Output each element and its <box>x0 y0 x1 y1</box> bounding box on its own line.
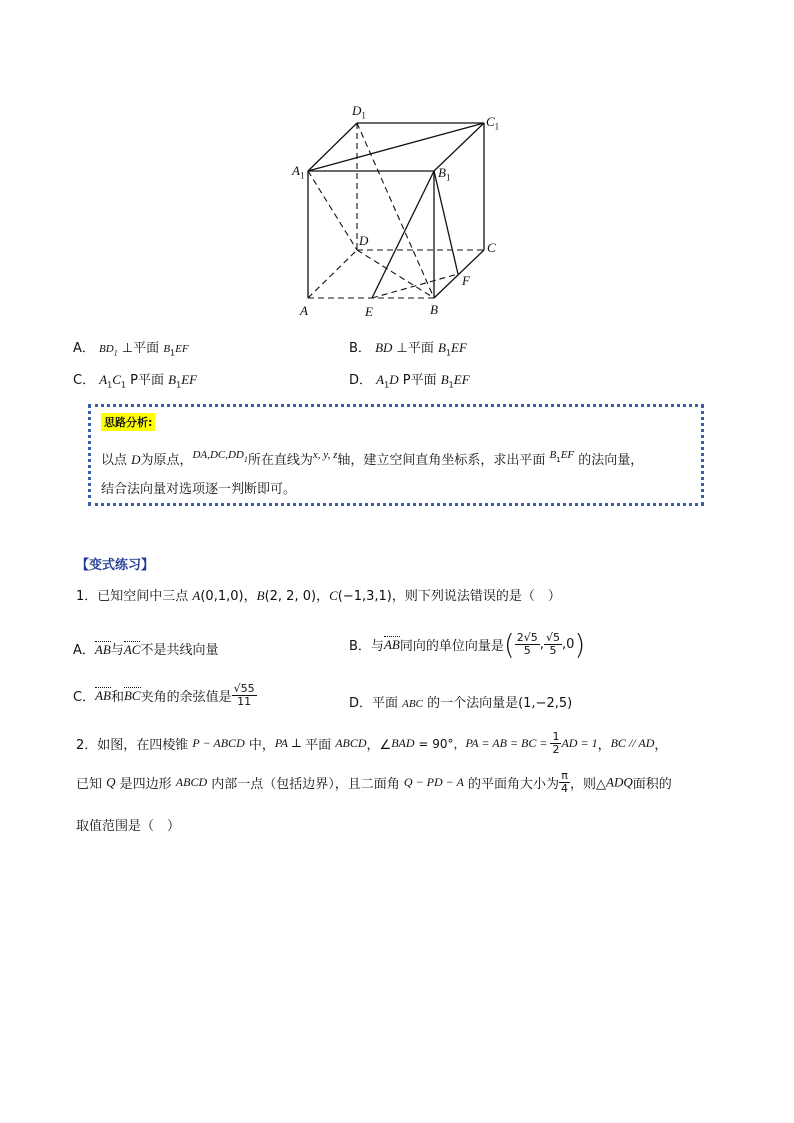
q2-line-3: 取值范围是（ ） <box>76 819 181 834</box>
label-c1: $C_1$ <box>486 114 500 132</box>
option-d[interactable]: D． $A_1D$ P平面 $B_1EF$ <box>349 372 470 390</box>
q2-line-1: 2．如图，在四棱锥 P − ABCD 中，PA ⊥ 平面 ABCD，∠BAD = 90°，PA = AB = BC = $\frac{1}{2}$ AD = 1，BC // AD， <box>76 730 668 757</box>
label-b: B <box>430 302 438 317</box>
label-d: D <box>359 233 369 248</box>
edge-b1-f <box>434 171 458 274</box>
q1-option-d[interactable]: D．平面 ABC 的一个法向量是(1,−2,5) <box>349 696 573 711</box>
cube-figure <box>280 98 520 323</box>
label-d1: $D_1$ <box>352 103 366 121</box>
label-c: C <box>487 240 496 255</box>
analysis-line-2: 结合法向量对选项逐一判断即可。 <box>101 482 297 497</box>
edge-c-b <box>434 250 484 298</box>
option-a[interactable]: A． $BD_1$ ⊥平面 $B_1EF$ <box>73 341 189 358</box>
edge-d1-b <box>357 123 434 298</box>
q1-option-b[interactable]: B．与AB同向的单位向量是( $\frac{2√5}{5}$ , $\frac{√5}{5}$ ,0) <box>349 628 586 661</box>
edge-a1-d <box>308 171 357 250</box>
option-c[interactable]: C． $A_1C_1$ P平面 $B_1EF$ <box>73 372 198 390</box>
q1-stem: 1．已知空间中三点 A(0,1,0)，B(2, 2, 0)，C(−1,3,1)，则下列说法错误的是（ ） <box>76 588 561 604</box>
q1-option-a[interactable]: A．AB与AC不是共线向量 <box>73 642 219 658</box>
label-e: E <box>365 304 373 319</box>
edge-e-f <box>372 274 458 298</box>
analysis-tag: 思路分析: <box>101 413 155 431</box>
edge-a-d <box>308 250 357 298</box>
section-heading: 【变式练习】 <box>76 558 155 573</box>
label-a: A <box>300 303 308 318</box>
q2-line-2: 已知 Q 是四边形 ABCD 内部一点（包括边界），且二面角 Q − PD − A 的平面角大小为 $\frac{\pi}{4}$ ，则△ADQ面积的 <box>76 769 672 796</box>
q1-option-c[interactable]: C．AB和BC夹角的余弦值是 $\frac{√55}{11}$ <box>73 682 255 709</box>
edge-a1-c1 <box>308 123 484 171</box>
edge-d-b <box>357 250 434 298</box>
label-a1: $A_1$ <box>292 163 305 181</box>
label-b1: $B_1$ <box>438 165 451 183</box>
label-f: F <box>462 273 470 288</box>
analysis-line-1: 以点 D为原点，$^{DA,DC,DD}_1$所在直线为$^{x, y, z}$轴，建立空间直角坐标系，求出平面 $^B_1^{EF}$ 的法向量， <box>101 449 644 468</box>
option-b[interactable]: B． BD ⊥平面 $B_1EF$ <box>349 340 467 358</box>
